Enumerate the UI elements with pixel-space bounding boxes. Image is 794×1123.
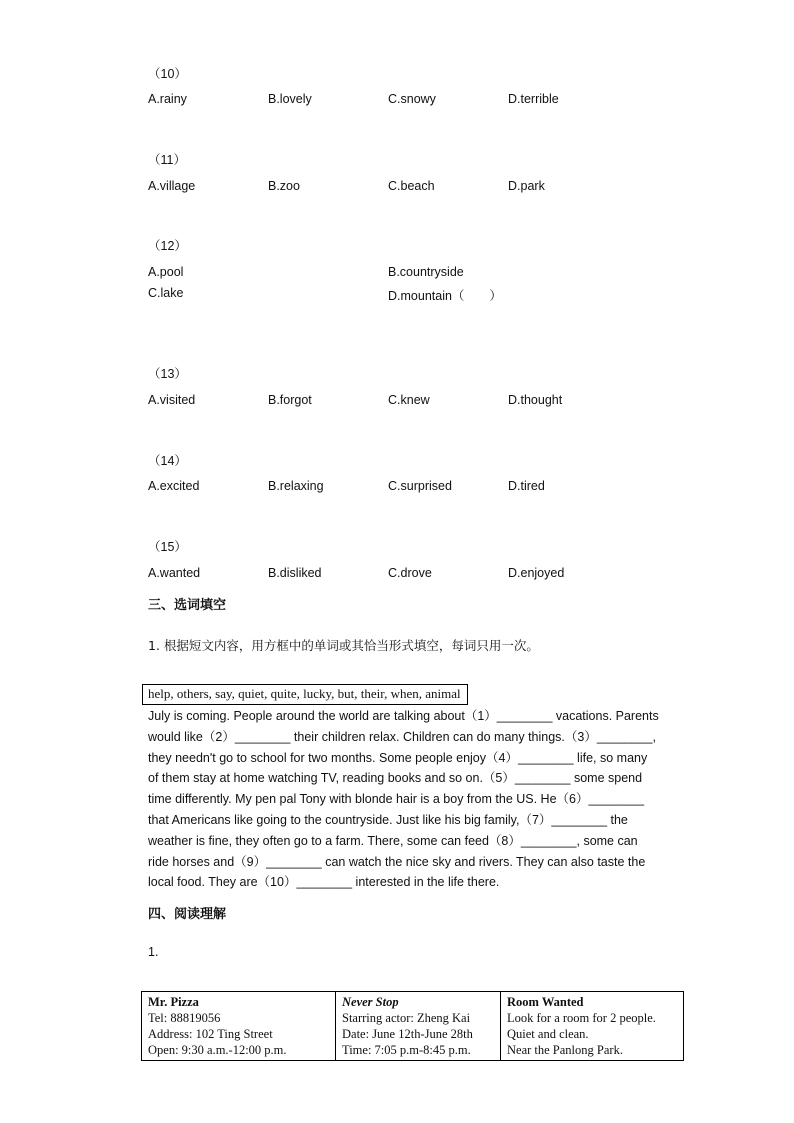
option-d: D.enjoyed — [508, 566, 565, 580]
ad-line: Date: June 12th-June 28th — [342, 1027, 473, 1041]
ad-line: Open: 9:30 a.m.-12:00 p.m. — [148, 1043, 287, 1057]
word-box: help, others, say, quiet, quite, lucky, but, their, when, animal — [142, 684, 468, 705]
option-a: A.excited — [148, 479, 200, 493]
passage-line: of them stay at home watching TV, reading books and so on.（5）________ some spend — [148, 771, 643, 786]
option-c: C.drove — [388, 566, 432, 580]
question-number: （13） — [148, 367, 187, 381]
passage-line: they needn't go to school for two months. Some people enjoy（4）________ life, so many — [148, 750, 648, 765]
option-c: C.lake — [148, 286, 184, 300]
reading-question-number: 1. — [148, 945, 159, 959]
section-title-word-fill: 三、选词填空 — [148, 598, 227, 613]
option-a: A.rainy — [148, 92, 187, 106]
question-number: （14） — [148, 454, 187, 468]
option-d: D.mountain（ ） — [388, 289, 502, 303]
ad-line: Address: 102 Ting Street — [148, 1027, 273, 1041]
ad-title: Mr. Pizza — [148, 995, 199, 1009]
passage-line: that Americans like going to the countryside. Just like his big family,（7）________ the — [148, 812, 628, 827]
ad-line: Quiet and clean. — [507, 1027, 589, 1041]
option-c: C.snowy — [388, 92, 436, 106]
option-c: C.surprised — [388, 479, 452, 493]
option-c: C.knew — [388, 393, 430, 407]
ad-room — [501, 992, 684, 1061]
option-b: B.disliked — [268, 566, 322, 580]
option-b: B.relaxing — [268, 479, 324, 493]
ad-movie — [336, 992, 501, 1061]
option-b: B.zoo — [268, 179, 300, 193]
cloze-passage — [148, 706, 678, 893]
passage-line: weather is fine, they often go to a farm. There, some can feed（8）________, some can — [148, 833, 638, 848]
ad-line: Near the Panlong Park. — [507, 1043, 623, 1057]
option-d: D.tired — [508, 479, 545, 493]
passage-line: ride horses and（9）________ can watch the nice sky and rivers. They can also taste the — [148, 854, 646, 869]
option-a: A.wanted — [148, 566, 201, 580]
option-b: B.countryside — [388, 265, 464, 279]
ad-line: Starring actor: Zheng Kai — [342, 1011, 471, 1025]
ads-table — [141, 991, 684, 1061]
option-d: D.thought — [508, 393, 563, 407]
ad-pizza — [142, 992, 336, 1061]
question-number: （15） — [148, 540, 187, 554]
passage-line: local food. They are（10）________ interested in the life there. — [148, 875, 500, 890]
section-instruction: 1. 根据短文内容，用方框中的单词或其恰当形式填空，每词只用一次。 — [148, 638, 539, 653]
option-a: A.visited — [148, 393, 196, 407]
option-c: C.beach — [388, 179, 435, 193]
question-number: （11） — [148, 153, 186, 167]
passage-line: time differently. My pen pal Tony with blonde hair is a boy from the US. He（6）________ — [148, 792, 645, 807]
ad-line: Time: 7:05 p.m-8:45 p.m. — [342, 1043, 471, 1057]
question-number: （12） — [148, 239, 187, 253]
option-a: A.village — [148, 179, 196, 193]
ad-title: Never Stop — [342, 995, 399, 1009]
section-title-reading: 四、阅读理解 — [148, 907, 227, 922]
passage-line: would like（2）________ their children relax. Children can do many things.（3）________, — [148, 729, 656, 744]
option-d: D.terrible — [508, 92, 559, 106]
ad-line: Look for a room for 2 people. — [507, 1011, 656, 1025]
ad-title: Room Wanted — [507, 995, 584, 1009]
option-b: B.lovely — [268, 92, 312, 106]
option-b: B.forgot — [268, 393, 312, 407]
option-a: A.pool — [148, 265, 184, 279]
option-d: D.park — [508, 179, 545, 193]
passage-line: July is coming. People around the world are talking about（1）________ vacations. Parents — [148, 709, 659, 723]
ad-line: Tel: 88819056 — [148, 1011, 221, 1025]
question-number: （10） — [148, 67, 187, 81]
